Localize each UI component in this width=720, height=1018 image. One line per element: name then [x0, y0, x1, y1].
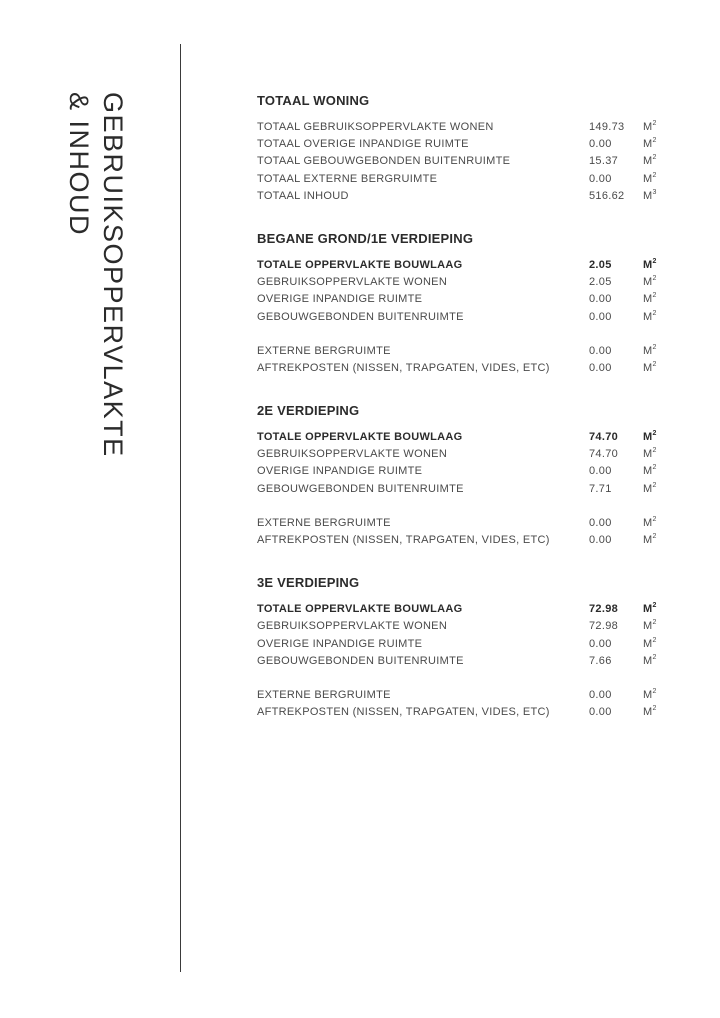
- table-row: [257, 309, 667, 326]
- unit-exponent: 2: [652, 275, 657, 283]
- row-label: GEBRUIKSOPPERVLAKTE WONEN: [257, 620, 448, 633]
- row-label: EXTERNE BERGRUIMTE: [257, 516, 391, 529]
- unit-exponent: 2: [652, 447, 657, 455]
- row-label: GEBOUWGEBONDEN BUITENRUIMTE: [257, 310, 464, 323]
- row-label: GEBRUIKSOPPERVLAKTE WONEN: [257, 448, 448, 461]
- row-unit: [643, 463, 657, 480]
- unit-exponent: 2: [652, 171, 657, 179]
- row-label: TOTALE OPPERVLAKTE BOUWLAAG: [257, 603, 463, 616]
- unit-base: M: [643, 620, 653, 633]
- row-unit: [643, 687, 657, 704]
- unit-base: M: [643, 121, 653, 133]
- row-value: 0.00: [589, 516, 612, 529]
- table-row: [257, 636, 667, 653]
- unit-exponent: 2: [652, 515, 657, 523]
- row-value: 0.00: [589, 534, 612, 546]
- unit-base: M: [643, 310, 653, 323]
- table-row: [257, 136, 667, 153]
- table-row: [257, 188, 667, 205]
- unit-exponent: 2: [652, 464, 657, 472]
- row-unit: [643, 704, 657, 721]
- row-value: 72.98: [589, 620, 619, 633]
- row-label: TOTALE OPPERVLAKTE BOUWLAAG: [257, 258, 463, 271]
- unit-base: M: [643, 603, 653, 616]
- row-value: 7.66: [589, 654, 612, 667]
- row-label: TOTAAL GEBRUIKSOPPERVLAKTE WONEN: [257, 121, 494, 133]
- table-row: [257, 291, 667, 308]
- unit-exponent: 2: [652, 619, 657, 627]
- unit-base: M: [643, 688, 653, 701]
- row-value: 0.00: [589, 172, 612, 185]
- row-unit: [643, 360, 657, 377]
- row-label: AFTREKPOSTEN (NISSEN, TRAPGATEN, VIDES, ETC): [257, 534, 550, 546]
- row-unit: [643, 481, 657, 498]
- side-title-line1: GEBRUIKSOPPERVLAKTE: [98, 92, 128, 458]
- row-unit: [643, 188, 657, 205]
- unit-exponent: 2: [652, 154, 657, 162]
- row-value: 74.70: [589, 448, 619, 461]
- table-row: [257, 274, 667, 291]
- unit-exponent: 3: [652, 188, 657, 196]
- section-3e-verdieping: [257, 574, 667, 721]
- unit-base: M: [643, 448, 653, 461]
- row-label: TOTAAL EXTERNE BERGRUIMTE: [257, 172, 438, 185]
- row-label: EXTERNE BERGRUIMTE: [257, 688, 391, 701]
- row-unit: [643, 343, 657, 360]
- row-label: OVERIGE INPANDIGE RUIMTE: [257, 293, 423, 306]
- row-value: 72.98: [589, 603, 619, 616]
- vertical-divider: [180, 44, 181, 972]
- row-value: 0.00: [589, 310, 612, 323]
- row-label: GEBRUIKSOPPERVLAKTE WONEN: [257, 276, 448, 289]
- unit-exponent: 2: [652, 481, 657, 489]
- section-title: 2E VERDIEPING: [257, 403, 360, 419]
- row-label: AFTREKPOSTEN (NISSEN, TRAPGATEN, VIDES, ETC): [257, 361, 550, 374]
- row-value: 7.71: [589, 482, 612, 495]
- section-title: BEGANE GROND/1E VERDIEPING: [257, 230, 474, 246]
- unit-base: M: [643, 138, 653, 151]
- row-unit: [643, 171, 657, 188]
- row-unit: [643, 309, 657, 326]
- row-value: 0.00: [589, 706, 612, 719]
- unit-exponent: 2: [652, 687, 657, 695]
- unit-base: M: [643, 516, 653, 529]
- unit-base: M: [643, 482, 653, 495]
- unit-base: M: [643, 431, 653, 444]
- row-spacer: [257, 670, 667, 687]
- unit-exponent: 2: [652, 343, 657, 351]
- table-row: [257, 687, 667, 704]
- row-spacer: [257, 326, 667, 343]
- row-value: 0.00: [589, 637, 612, 650]
- unit-exponent: 2: [652, 602, 657, 610]
- unit-base: M: [643, 155, 653, 168]
- row-unit: [643, 446, 657, 463]
- row-unit: [643, 618, 657, 635]
- row-unit: [643, 274, 657, 291]
- section-totaal-woning: [257, 92, 667, 205]
- table-row: [257, 481, 667, 498]
- unit-exponent: 2: [652, 292, 657, 300]
- row-unit: [643, 429, 657, 446]
- row-label: TOTALE OPPERVLAKTE BOUWLAAG: [257, 431, 463, 444]
- area-overview: [257, 92, 667, 746]
- row-label: OVERIGE INPANDIGE RUIMTE: [257, 637, 423, 650]
- table-row: [257, 446, 667, 463]
- unit-exponent: 2: [652, 430, 657, 438]
- row-label: TOTAAL INHOUD: [257, 189, 349, 202]
- row-label: TOTAAL OVERIGE INPANDIGE RUIMTE: [257, 138, 469, 151]
- table-row: [257, 360, 667, 377]
- table-row: [257, 343, 667, 360]
- row-unit: [643, 136, 657, 153]
- row-unit: [643, 257, 657, 274]
- row-unit: [643, 291, 657, 308]
- unit-exponent: 2: [652, 653, 657, 661]
- row-unit: [643, 636, 657, 653]
- table-row-total: [257, 429, 667, 446]
- row-value: 516.62: [589, 189, 625, 202]
- row-unit: [643, 515, 657, 532]
- row-label: GEBOUWGEBONDEN BUITENRUIMTE: [257, 654, 464, 667]
- unit-exponent: 2: [652, 705, 657, 713]
- table-row: [257, 515, 667, 532]
- unit-base: M: [643, 258, 653, 271]
- unit-base: M: [643, 361, 653, 374]
- unit-exponent: 2: [652, 120, 657, 127]
- row-value: 0.00: [589, 465, 612, 478]
- row-unit: [643, 653, 657, 670]
- row-unit: [643, 601, 657, 618]
- row-value: 0.00: [589, 344, 612, 357]
- unit-base: M: [643, 344, 653, 357]
- unit-base: M: [643, 637, 653, 650]
- table-row: [257, 653, 667, 670]
- row-value: 2.05: [589, 276, 612, 289]
- table-row: [257, 153, 667, 170]
- row-value: 0.00: [589, 138, 612, 151]
- row-value: 149.73: [589, 121, 625, 133]
- unit-base: M: [643, 706, 653, 719]
- table-row-total: [257, 601, 667, 618]
- unit-exponent: 2: [652, 257, 657, 265]
- table-row-total: [257, 257, 667, 274]
- section-title: 3E VERDIEPING: [257, 575, 360, 591]
- unit-exponent: 2: [652, 636, 657, 644]
- row-value: 2.05: [589, 258, 612, 271]
- row-label: GEBOUWGEBONDEN BUITENRUIMTE: [257, 482, 464, 495]
- unit-base: M: [643, 276, 653, 289]
- unit-exponent: 2: [652, 309, 657, 317]
- unit-base: M: [643, 189, 653, 202]
- row-label: OVERIGE INPANDIGE RUIMTE: [257, 465, 423, 478]
- row-unit: [643, 119, 657, 136]
- row-label: EXTERNE BERGRUIMTE: [257, 344, 391, 357]
- table-row: [257, 463, 667, 480]
- row-value: 0.00: [589, 688, 612, 701]
- unit-base: M: [643, 654, 653, 667]
- row-value: 0.00: [589, 293, 612, 306]
- unit-exponent: 2: [652, 137, 657, 145]
- row-value: 0.00: [589, 361, 612, 374]
- section-title: TOTAAL WONING: [257, 93, 370, 108]
- unit-base: M: [643, 534, 653, 546]
- row-unit: [643, 153, 657, 170]
- section-begane-grond: [257, 230, 667, 377]
- side-title: [62, 92, 130, 458]
- side-title-line2: & INHOUD: [64, 92, 94, 237]
- table-row: [257, 171, 667, 188]
- unit-exponent: 2: [652, 360, 657, 368]
- section-2e-verdieping: [257, 402, 667, 549]
- unit-exponent: 2: [652, 533, 657, 540]
- unit-base: M: [643, 172, 653, 185]
- row-unit: [643, 532, 657, 549]
- table-row: [257, 119, 667, 136]
- row-value: 15.37: [589, 155, 619, 168]
- unit-base: M: [643, 465, 653, 478]
- table-row: [257, 704, 667, 721]
- row-spacer: [257, 498, 667, 515]
- unit-base: M: [643, 293, 653, 306]
- row-value: 74.70: [589, 431, 619, 444]
- table-row: [257, 618, 667, 635]
- table-row: [257, 532, 667, 549]
- row-label: AFTREKPOSTEN (NISSEN, TRAPGATEN, VIDES, ETC): [257, 706, 550, 719]
- row-label: TOTAAL GEBOUWGEBONDEN BUITENRUIMTE: [257, 155, 511, 168]
